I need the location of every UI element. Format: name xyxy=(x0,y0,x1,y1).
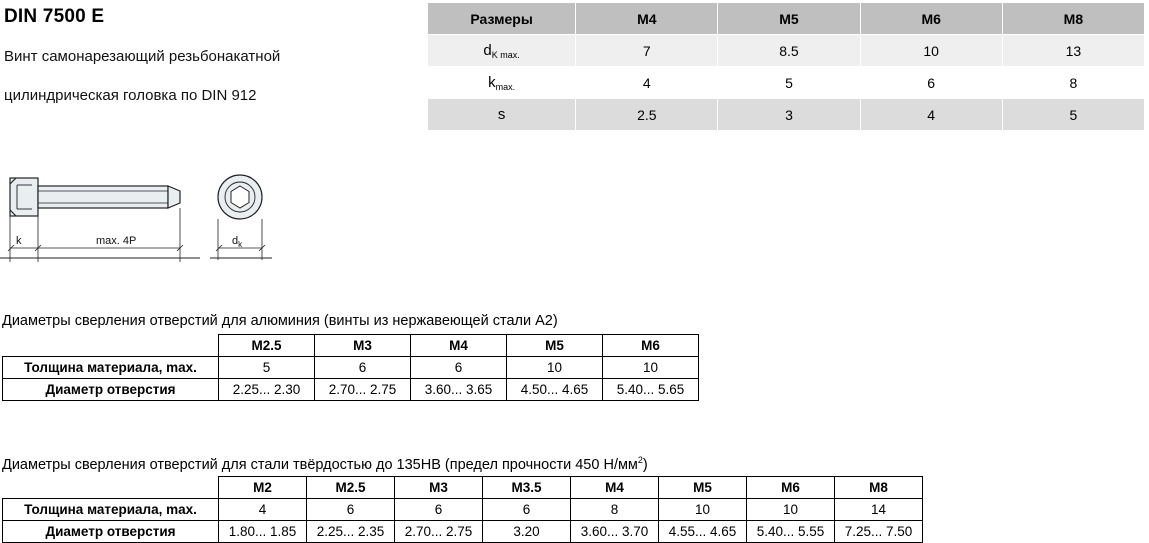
dimensions-table xyxy=(427,2,1145,131)
steel-header-8: M8 xyxy=(835,477,923,499)
alu-header-4: M5 xyxy=(507,335,603,357)
alu-row-0-val-1: 6 xyxy=(315,357,411,379)
dims-row-0-val-3: 13 xyxy=(1002,35,1144,67)
alu-row-1-val-1: 2.70... 2.75 xyxy=(315,379,411,401)
subtitle-line-2: цилиндрическая головка по DIN 912 xyxy=(4,87,257,104)
dims-row-1-val-1: 5 xyxy=(718,67,860,99)
dims-row-1-label-sub: max. xyxy=(495,82,516,92)
steel-header-7: M6 xyxy=(747,477,835,499)
alu-row-1-label: Диаметр отверстия xyxy=(3,379,219,401)
dims-header-3: M6 xyxy=(860,3,1002,35)
header-block xyxy=(4,2,424,104)
dims-row-1-label-main: k xyxy=(488,74,496,91)
screw-side-view xyxy=(10,178,180,216)
alu-header-0 xyxy=(3,335,219,357)
steel-row-0-val-0: 4 xyxy=(219,499,307,521)
steel-header-1: M2 xyxy=(219,477,307,499)
steel-row-1-val-1: 2.25... 2.35 xyxy=(307,521,395,543)
alu-row-0-val-0: 5 xyxy=(219,357,315,379)
drawing-label-dk: $d_k$ xyxy=(232,235,243,249)
steel-header-4: M3.5 xyxy=(483,477,571,499)
steel-row-1-val-3: 3.20 xyxy=(483,521,571,543)
alu-header-2: M3 xyxy=(315,335,411,357)
dims-row-2-val-3: 5 xyxy=(1002,99,1144,131)
steel-row-1-val-4: 3.60... 3.70 xyxy=(571,521,659,543)
dims-row-2-label xyxy=(428,99,576,131)
dims-row-2-val-1: 3 xyxy=(718,99,860,131)
aluminium-drill-table xyxy=(2,334,699,401)
steel-caption-post: ) xyxy=(642,456,648,473)
alu-header-3: M4 xyxy=(411,335,507,357)
alu-row-0-val-2: 6 xyxy=(411,357,507,379)
table-row xyxy=(3,499,923,521)
table-row xyxy=(428,67,1145,99)
steel-row-0-val-4: 8 xyxy=(571,499,659,521)
steel-header-3: M3 xyxy=(395,477,483,499)
table-row xyxy=(3,521,923,543)
steel-row-0-val-3: 6 xyxy=(483,499,571,521)
page-title: DIN 7500 E xyxy=(4,6,105,27)
dims-row-1-val-2: 6 xyxy=(860,67,1002,99)
dims-header-0: Размеры xyxy=(428,3,576,35)
steel-header-2: M2.5 xyxy=(307,477,395,499)
screw-top-view xyxy=(218,175,262,219)
alu-header-1: M2.5 xyxy=(219,335,315,357)
table-row xyxy=(428,99,1145,131)
steel-header-5: M4 xyxy=(571,477,659,499)
steel-row-1-val-7: 7.25... 7.50 xyxy=(835,521,923,543)
dims-row-0-val-0: 7 xyxy=(576,35,718,67)
dims-row-0-label-main: d xyxy=(483,42,492,59)
steel-row-1-val-0: 1.80... 1.85 xyxy=(219,521,307,543)
dims-row-1-val-0: 4 xyxy=(576,67,718,99)
steel-row-0-val-6: 10 xyxy=(747,499,835,521)
steel-row-0-val-1: 6 xyxy=(307,499,395,521)
dims-row-2-label-main: s xyxy=(497,106,506,123)
dims-row-0-val-1: 8.5 xyxy=(718,35,860,67)
dims-header-1: M4 xyxy=(576,3,718,35)
dims-row-0-val-2: 10 xyxy=(860,35,1002,67)
steel-row-1-val-5: 4.55... 4.65 xyxy=(659,521,747,543)
steel-row-1-val-2: 2.70... 2.75 xyxy=(395,521,483,543)
alu-row-1-val-3: 4.50... 4.65 xyxy=(507,379,603,401)
screw-technical-drawing xyxy=(0,160,300,285)
steel-row-0-val-7: 14 xyxy=(835,499,923,521)
steel-row-0-label: Толщина материала, max. xyxy=(3,499,219,521)
table-row xyxy=(3,379,699,401)
steel-section-caption xyxy=(2,455,648,473)
table-header-row xyxy=(428,3,1145,35)
table-header-row xyxy=(3,335,699,357)
steel-caption-pre: Диаметры сверления отверстий для стали твёрдостью до 135HB (предел прочности 450 Н/мм xyxy=(2,456,638,473)
dims-row-2-val-2: 4 xyxy=(860,99,1002,131)
alu-row-0-val-4: 10 xyxy=(603,357,699,379)
dims-row-0-label xyxy=(428,35,576,67)
alu-row-0-label: Толщина материала, max. xyxy=(3,357,219,379)
steel-row-0-val-2: 6 xyxy=(395,499,483,521)
steel-drill-table xyxy=(2,476,923,543)
aluminium-section-caption: Диаметры сверления отверстий для алюминия (винты из нержавеющей стали А2) xyxy=(2,313,558,329)
dims-row-0-label-sub: K max. xyxy=(491,50,520,60)
steel-row-1-label: Диаметр отверстия xyxy=(3,521,219,543)
dims-header-4: M8 xyxy=(1002,3,1144,35)
alu-row-1-val-2: 3.60... 3.65 xyxy=(411,379,507,401)
alu-header-5: M6 xyxy=(603,335,699,357)
steel-caption-sup: 2 xyxy=(637,455,643,465)
steel-header-0 xyxy=(3,477,219,499)
steel-header-6: M5 xyxy=(659,477,747,499)
table-row xyxy=(428,35,1145,67)
dims-row-2-val-0: 2.5 xyxy=(576,99,718,131)
alu-row-1-val-4: 5.40... 5.65 xyxy=(603,379,699,401)
alu-row-1-val-0: 2.25... 2.30 xyxy=(219,379,315,401)
dims-row-1-label xyxy=(428,67,576,99)
drawing-label-k: k xyxy=(16,235,22,247)
table-header-row xyxy=(3,477,923,499)
alu-row-0-val-3: 10 xyxy=(507,357,603,379)
steel-row-1-val-6: 5.40... 5.55 xyxy=(747,521,835,543)
steel-row-0-val-5: 10 xyxy=(659,499,747,521)
drawing-label-max4p: max. 4P xyxy=(96,235,137,247)
subtitle-line-1: Винт самонарезающий резьбонакатной xyxy=(4,48,281,65)
table-row xyxy=(3,357,699,379)
dims-row-1-val-3: 8 xyxy=(1002,67,1144,99)
dims-header-2: M5 xyxy=(718,3,860,35)
